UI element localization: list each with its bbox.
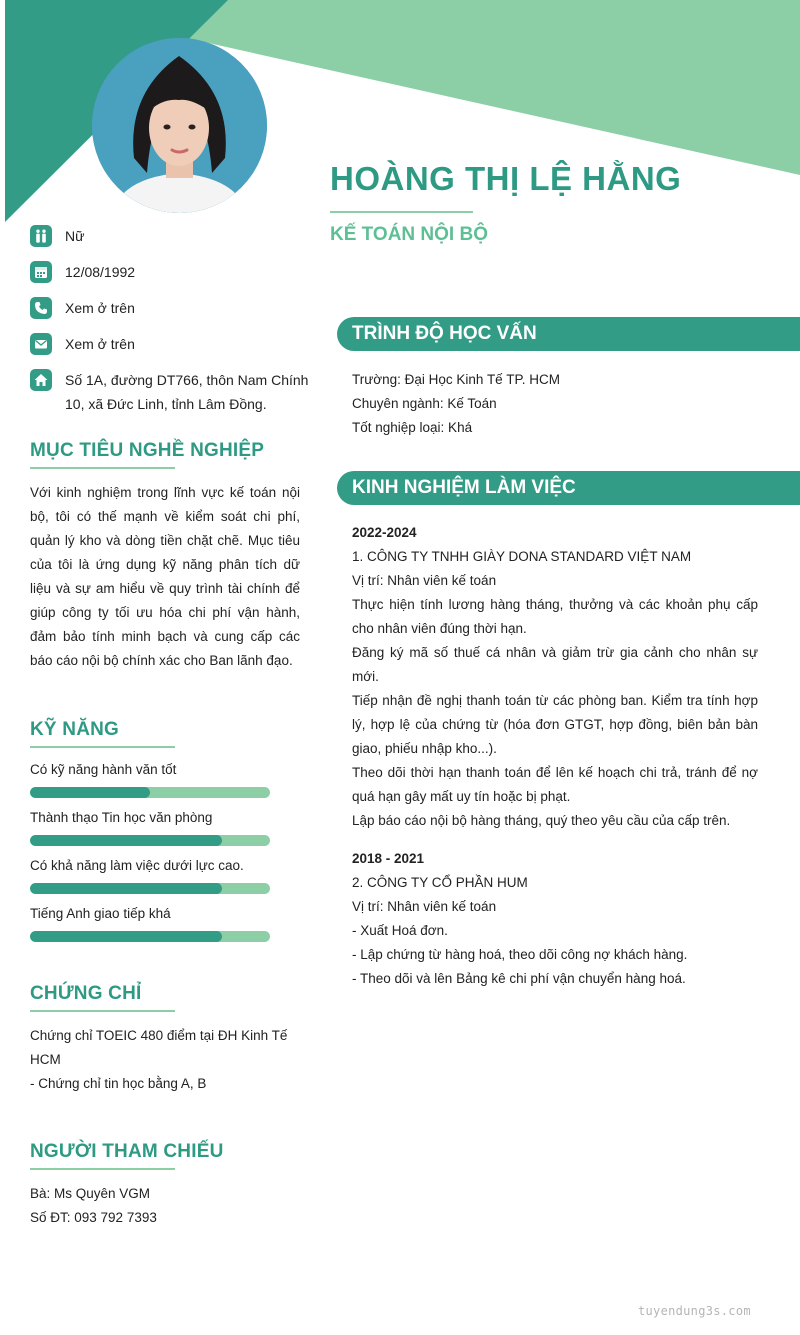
education-line: Trường: Đại Học Kinh Tế TP. HCM bbox=[352, 372, 560, 387]
skill-label: Có khả năng làm việc dưới lực cao. bbox=[30, 858, 244, 873]
skill-bar bbox=[30, 883, 270, 894]
objective-text: Với kinh nghiệm trong lĩnh vực kế toán nội bộ, tôi có thế mạnh về kiểm soát chi phí, quản lý kho và dòng tiền chặt chẽ. Mục tiêu của tôi là ứng dụng kỹ năng phân tích dữ liệu và sự am hiểu về quy trình tài chính để giúp công ty tối ưu hóa chi phí vận hành, đảm bảo tính minh bạch và cung cấp các báo cáo nội bộ chính xác cho Ban lãnh đạo. bbox=[30, 485, 300, 668]
contact-birthday-text: 12/08/1992 bbox=[65, 264, 136, 280]
experience-content bbox=[352, 521, 758, 991]
name-underline bbox=[330, 211, 473, 213]
contact-address-text: Số 1A, đường DT766, thôn Nam Chính 10, xã Đức Linh, tỉnh Lâm Đồng. bbox=[65, 372, 309, 412]
education-line: Chuyên ngành: Kế Toán bbox=[352, 396, 497, 411]
watermark: tuyendung3s.com bbox=[638, 1304, 751, 1318]
skill-label: Tiếng Anh giao tiếp khá bbox=[30, 906, 171, 921]
contact-info bbox=[30, 224, 315, 428]
job-company: 2. CÔNG TY CỔ PHẦN HUM bbox=[352, 875, 528, 890]
certificates-title: CHỨNG CHỈ bbox=[30, 983, 142, 1004]
profile-photo bbox=[92, 38, 267, 213]
contact-phone-text: Xem ở trên bbox=[65, 300, 135, 316]
skills-section bbox=[30, 719, 300, 952]
mail-icon bbox=[30, 333, 52, 355]
job-period: 2018 - 2021 bbox=[352, 851, 425, 866]
reference-line: Bà: Ms Quyên VGM bbox=[30, 1186, 151, 1201]
skill-item bbox=[30, 808, 300, 846]
job-entry bbox=[352, 521, 758, 833]
references-title: NGƯỜI THAM CHIẾU bbox=[30, 1141, 224, 1162]
job-line: Đăng ký mã số thuế cá nhân và giảm trừ gia cảnh cho nhân sự mới. bbox=[352, 645, 758, 684]
skill-bar bbox=[30, 787, 270, 798]
references-section bbox=[30, 1141, 300, 1230]
home-icon bbox=[30, 369, 52, 391]
skill-bar-fill bbox=[30, 787, 150, 798]
skills-underline bbox=[30, 746, 175, 748]
skill-label: Thành thạo Tin học văn phòng bbox=[30, 810, 213, 825]
contact-email-text: Xem ở trên bbox=[65, 336, 135, 352]
job-line: Theo dõi thời hạn thanh toán để lên kế hoạch chi trả, tránh để nợ quá hạn gây mất uy tín hoặc bị phạt. bbox=[352, 765, 758, 804]
job-title: KẾ TOÁN NỘI BỘ bbox=[330, 224, 488, 245]
job-line: Lập báo cáo nội bộ hàng tháng, quý theo yêu cầu của cấp trên. bbox=[352, 813, 731, 828]
calendar-icon bbox=[30, 261, 52, 283]
job-line: - Theo dõi và lên Bảng kê chi phí vận chuyển hàng hoá. bbox=[352, 971, 686, 986]
job-line: Vị trí: Nhân viên kế toán bbox=[352, 899, 497, 914]
skill-item bbox=[30, 760, 300, 798]
contact-gender-text: Nữ bbox=[65, 228, 85, 244]
skills-list bbox=[30, 760, 300, 942]
job-entry bbox=[352, 847, 758, 991]
reference-line: Số ĐT: 093 792 7393 bbox=[30, 1210, 157, 1225]
objective-underline bbox=[30, 467, 175, 469]
job-company: 1. CÔNG TY TNHH GIÀY DONA STANDARD VIỆT NAM bbox=[352, 549, 692, 564]
phone-icon bbox=[30, 297, 52, 319]
candidate-name: HOÀNG THỊ LỆ HẰNG bbox=[330, 160, 682, 197]
certificates-underline bbox=[30, 1010, 175, 1012]
education-title: TRÌNH ĐỘ HỌC VẤN bbox=[337, 317, 800, 351]
contact-address bbox=[30, 368, 315, 416]
skills-title: KỸ NĂNG bbox=[30, 719, 120, 740]
education-line: Tốt nghiệp loại: Khá bbox=[352, 420, 473, 435]
skill-bar bbox=[30, 835, 270, 846]
objective-section bbox=[30, 440, 300, 673]
certificates-section bbox=[30, 983, 300, 1096]
gender-icon bbox=[30, 225, 52, 247]
experience-title: KINH NGHIỆM LÀM VIỆC bbox=[337, 471, 800, 505]
contact-email bbox=[30, 332, 315, 356]
certificate-line: - Chứng chỉ tin học bằng A, B bbox=[30, 1076, 207, 1091]
certificate-line: Chứng chỉ TOEIC 480 điểm tại ĐH Kinh Tế HCM bbox=[30, 1028, 288, 1067]
job-line: - Xuất Hoá đơn. bbox=[352, 923, 448, 938]
references-underline bbox=[30, 1168, 175, 1170]
objective-title: MỤC TIÊU NGHỀ NGHIỆP bbox=[30, 440, 265, 461]
contact-birthday bbox=[30, 260, 315, 284]
contact-gender bbox=[30, 224, 315, 248]
job-line: Vị trí: Nhân viên kế toán bbox=[352, 573, 497, 588]
job-line: Thực hiện tính lương hàng tháng, thưởng và các khoản phụ cấp cho nhân viên đúng thời hạn. bbox=[352, 597, 758, 636]
skill-bar bbox=[30, 931, 270, 942]
skill-bar-fill bbox=[30, 883, 222, 894]
contact-phone bbox=[30, 296, 315, 320]
education-content bbox=[352, 368, 758, 440]
skill-bar-fill bbox=[30, 835, 222, 846]
job-line: - Lập chứng từ hàng hoá, theo dõi công nợ khách hàng. bbox=[352, 947, 688, 962]
skill-bar-fill bbox=[30, 931, 222, 942]
skill-item bbox=[30, 904, 300, 942]
skill-label: Có kỹ năng hành văn tốt bbox=[30, 762, 177, 777]
skill-item bbox=[30, 856, 300, 894]
job-line: Tiếp nhận đề nghị thanh toán từ các phòng ban. Kiểm tra tính hợp lý, hợp lệ của chứng từ (hóa đơn GTGT, hợp đồng, biên bản bàn giao, phiếu nhập kho...). bbox=[352, 693, 758, 756]
job-period: 2022-2024 bbox=[352, 525, 417, 540]
